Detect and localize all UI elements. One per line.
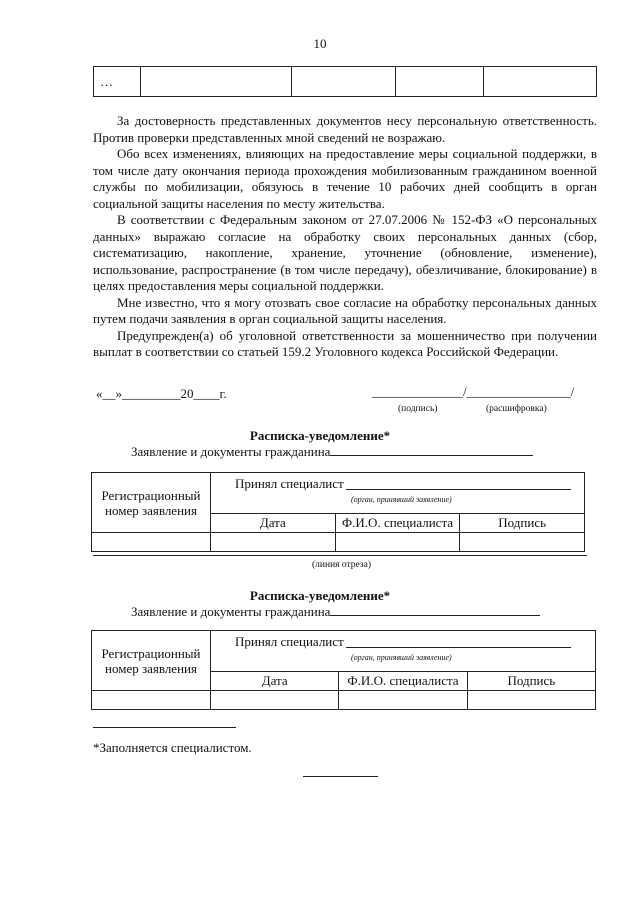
- accepted-by-label: Принял специалист: [235, 476, 344, 491]
- paragraph-responsibility: За достоверность представленных документов несу персональную ответственность. Против проверки представленных мной сведений не возражаю.: [93, 113, 597, 145]
- receipt-docs-blank: [330, 455, 533, 456]
- receipt-docs-blank: [330, 615, 540, 616]
- receipt-table: [91, 630, 596, 710]
- paragraph-criminal-liability: Предупрежден(а) об уголовной ответственности за мошенничество при получении выплат в соответствии со статьей 159.2 Уголовного кодекса Российской Федерации.: [93, 327, 597, 359]
- organ-caption: (орган, принявший заявление): [351, 495, 452, 504]
- reg-number-label: Регистрационный номер заявления: [92, 631, 211, 691]
- page-number: 10: [313, 36, 327, 51]
- accepted-by-blank: [346, 647, 571, 648]
- reg-number-label: Регистрационный номер заявления: [92, 473, 211, 533]
- receipt-docs-line: [131, 444, 533, 460]
- organ-caption: (орган, принявший заявление): [351, 653, 452, 662]
- accepted-by-cell: [211, 631, 596, 672]
- statement-text: [93, 113, 597, 361]
- receipt-table: [91, 472, 585, 552]
- decode-caption: (расшифровка): [486, 404, 547, 414]
- accepted-by-label: Принял специалист: [235, 634, 344, 649]
- col-fio-header: Ф.И.О. специалиста: [339, 672, 467, 691]
- paragraph-withdraw-consent: Мне известно, что я могу отозвать свое согласие на обработку персональных данных путем подачи заявления в орган социальной защиты населения.: [93, 294, 597, 326]
- receipt-docs-label: Заявление и документы гражданина: [131, 604, 331, 619]
- footnote: *Заполняется специалистом.: [93, 740, 252, 755]
- accepted-by-cell: [211, 473, 585, 514]
- fio-value: [339, 691, 467, 710]
- cut-line-label: (линия отреза): [312, 560, 372, 570]
- end-rule: [303, 776, 378, 777]
- signature-field: ______________/________________/: [372, 384, 575, 399]
- receipt-docs-line: [131, 604, 540, 620]
- accepted-by-blank: [346, 489, 571, 490]
- top-table: [93, 66, 597, 97]
- top-table-cell: [141, 67, 292, 97]
- date-value: [211, 533, 336, 552]
- reg-number-value: [92, 691, 211, 710]
- cut-line: [93, 555, 587, 556]
- receipt-title: Расписка-уведомление*: [249, 428, 391, 443]
- paragraph-changes: Обо всех изменениях, влияющих на предоставление меры социальной поддержки, в том числе дату окончания периода прохождения мобилизованным гражданином военной службы по мобилизации, обязуюсь в течение 10 рабочих дней сообщить в орган социальной защиты населения по месту жительства.: [93, 146, 597, 211]
- col-date-header: Дата: [211, 514, 336, 533]
- col-fio-header: Ф.И.О. специалиста: [335, 514, 460, 533]
- paragraph-personal-data-consent: В соответствии с Федеральным законом от 27.07.2006 № 152-ФЗ «О персональных данных» выражаю согласие на обработку своих персональных данных (сбор, систематизацию, накопление, хранение, уточнение (обновление, изменение), использование, распространение (в том числе передачу), обезличивание, блокирование) в целях предоставления меры социальной поддержки.: [93, 212, 597, 293]
- fio-value: [335, 533, 460, 552]
- date-value: [211, 691, 339, 710]
- date-field: «__»_________20____г.: [96, 386, 227, 401]
- reg-number-value: [92, 533, 211, 552]
- sign-value: [467, 691, 595, 710]
- sign-value: [460, 533, 585, 552]
- top-table-cell: [292, 67, 396, 97]
- signature-caption: (подпись): [398, 404, 438, 414]
- receipt-title: Расписка-уведомление*: [249, 588, 391, 603]
- receipt-docs-label: Заявление и документы гражданина: [131, 444, 331, 459]
- col-sign-header: Подпись: [467, 672, 595, 691]
- col-date-header: Дата: [211, 672, 339, 691]
- footnote-separator: [93, 727, 236, 728]
- top-table-cell: [396, 67, 484, 97]
- top-table-cell: [484, 67, 597, 97]
- col-sign-header: Подпись: [460, 514, 585, 533]
- top-table-cell-ellipsis: …: [94, 67, 141, 97]
